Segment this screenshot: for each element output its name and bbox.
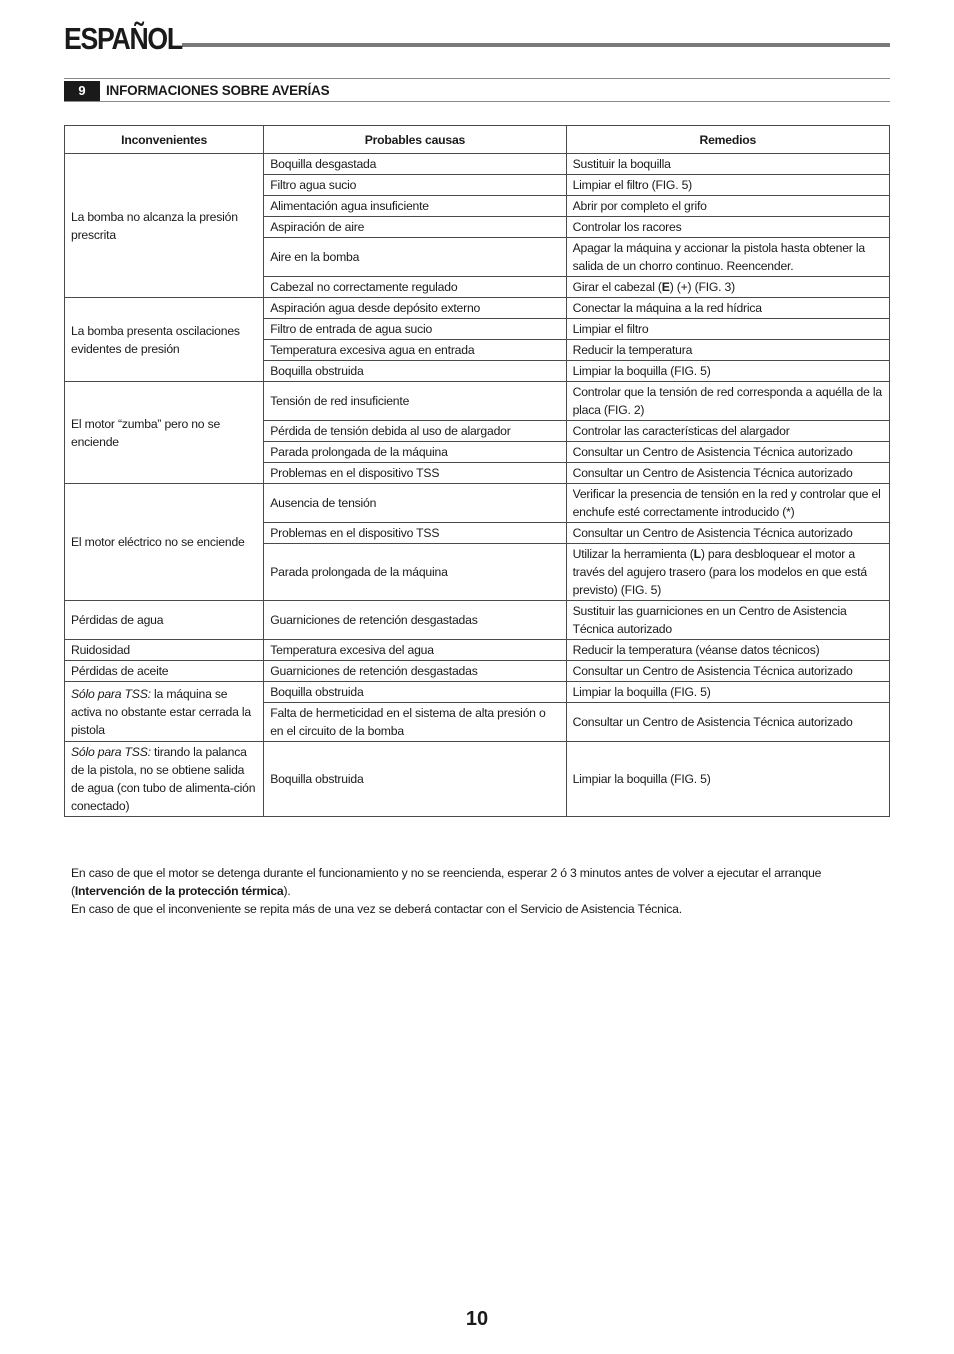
note-thermal-protection (71, 864, 871, 900)
problem-cell (65, 640, 264, 661)
remedy-cell: Sustituir las guarniciones en un Centro de Asistencia Técnica autorizado (566, 601, 889, 640)
language-title: ESPAÑOL (64, 21, 182, 56)
note-text: En caso de que el motor se detenga durante el funcionamiento y no se reencienda, esperar 2 ó 3 minutos antes de volver a ejecutar el arranque ( (71, 866, 822, 898)
cause-cell: Filtro de entrada de agua sucio (264, 319, 566, 340)
table-row (65, 640, 890, 661)
remedy-cell: Consultar un Centro de Asistencia Técnica autorizado (566, 661, 889, 682)
cause-cell: Alimentación agua insuficiente (264, 196, 566, 217)
remedy-cell: Abrir por completo el grifo (566, 196, 889, 217)
cause-cell: Guarniciones de retención desgastadas (264, 661, 566, 682)
problem-cell (65, 682, 264, 742)
remedy-cell: Limpiar el filtro (FIG. 5) (566, 175, 889, 196)
note-service: En caso de que el inconveniente se repita más de una vez se deberá contactar con el Servicio de Asistencia Técnica. (71, 902, 682, 916)
problem-text: Ruidosidad (71, 643, 130, 657)
problem-text: La bomba no alcanza la presión prescrita (71, 209, 238, 242)
section-heading (64, 78, 890, 102)
table-row (65, 298, 890, 319)
remedy-cell: Reducir la temperatura (véanse datos técnicos) (566, 640, 889, 661)
problem-text: Pérdidas de aceite (71, 664, 169, 678)
problem-text: El motor eléctrico no se enciende (71, 535, 245, 549)
cause-cell: Problemas en el dispositivo TSS (264, 463, 566, 484)
remedy-cell: Limpiar el filtro (566, 319, 889, 340)
remedy-cell: Sustituir la boquilla (566, 154, 889, 175)
problem-text: la máquina se activa no obstante estar cerrada la pistola (71, 686, 251, 737)
remedy-cell: Controlar las características del alargador (566, 421, 889, 442)
remedy-text: Girar el cabezal ( (572, 280, 662, 294)
language-header (64, 14, 890, 54)
cause-cell: Tensión de red insuficiente (264, 382, 566, 421)
remedy-cell: Consultar un Centro de Asistencia Técnica autorizado (566, 523, 889, 544)
remedy-reference: E (661, 280, 670, 294)
cause-cell: Falta de hermeticidad en el sistema de alta presión o en el circuito de la bomba (264, 703, 566, 742)
column-header-causes: Probables causas (264, 126, 566, 154)
notes (71, 864, 871, 918)
cause-cell: Boquilla obstruida (264, 742, 566, 817)
problem-cell (65, 601, 264, 640)
remedy-cell: Controlar los racores (566, 217, 889, 238)
remedy-cell: Reducir la temperatura (566, 340, 889, 361)
problem-text: Pérdidas de agua (71, 613, 164, 627)
note-emphasis: Intervención de la protección térmica (74, 884, 284, 898)
remedy-cell: Verificar la presencia de tensión en la red y controlar que el enchufe esté correctamente introducido (*) (566, 484, 889, 523)
remedy-cell (566, 277, 889, 298)
remedy-cell: Consultar un Centro de Asistencia Técnica autorizado (566, 463, 889, 484)
remedy-text: ) para desbloquear el motor a través del agujero trasero (para los modelos en que está previsto) (FIG. 5) (572, 547, 867, 597)
cause-cell: Guarniciones de retención desgastadas (264, 601, 566, 640)
remedy-cell: Consultar un Centro de Asistencia Técnica autorizado (566, 703, 889, 742)
problem-cell (65, 484, 264, 601)
section-number-badge: 9 (64, 81, 100, 101)
table-row (65, 601, 890, 640)
cause-cell: Boquilla desgastada (264, 154, 566, 175)
cause-cell: Aspiración agua desde depósito externo (264, 298, 566, 319)
cause-cell: Parada prolongada de la máquina (264, 442, 566, 463)
table-row (65, 154, 890, 175)
remedy-cell: Controlar que la tensión de red corresponda a aquélla de la placa (FIG. 2) (566, 382, 889, 421)
remedy-text: ) (+) (FIG. 3) (669, 280, 735, 294)
troubleshooting-table (64, 125, 890, 817)
remedy-cell: Limpiar la boquilla (FIG. 5) (566, 361, 889, 382)
problem-prefix: Sólo para TSS: (71, 745, 151, 759)
problem-cell (65, 382, 264, 484)
table-row (65, 682, 890, 703)
remedy-cell: Limpiar la boquilla (FIG. 5) (566, 742, 889, 817)
header-rule (182, 43, 890, 47)
problem-cell (65, 154, 264, 298)
cause-cell: Aspiración de aire (264, 217, 566, 238)
note-text: ). (283, 884, 291, 898)
cause-cell: Temperatura excesiva del agua (264, 640, 566, 661)
remedy-cell (566, 544, 889, 601)
column-header-remedies: Remedios (566, 126, 889, 154)
cause-cell: Boquilla obstruida (264, 682, 566, 703)
problem-text: El motor “zumba” pero no se enciende (71, 416, 221, 449)
cause-cell: Ausencia de tensión (264, 484, 566, 523)
remedy-cell: Consultar un Centro de Asistencia Técnica autorizado (566, 442, 889, 463)
table-row (65, 382, 890, 421)
cause-cell: Pérdida de tensión debida al uso de alargador (264, 421, 566, 442)
remedy-cell: Apagar la máquina y accionar la pistola hasta obtener la salida de un chorro continuo. Reencender. (566, 238, 889, 277)
cause-cell: Cabezal no correctamente regulado (264, 277, 566, 298)
remedy-reference: L (693, 547, 701, 561)
table-header-row (65, 126, 890, 154)
section-title: INFORMACIONES SOBRE AVERÍAS (106, 82, 330, 98)
table-row (65, 484, 890, 523)
problem-text: La bomba presenta oscilaciones evidentes de presión (71, 323, 240, 356)
cause-cell: Problemas en el dispositivo TSS (264, 523, 566, 544)
remedy-cell: Conectar la máquina a la red hídrica (566, 298, 889, 319)
problem-text: tirando la palanca de la pistola, no se obtiene salida de agua (con tubo de alimenta-ción conectado) (71, 745, 256, 813)
cause-cell: Parada prolongada de la máquina (264, 544, 566, 601)
table-row (65, 742, 890, 817)
problem-prefix: Sólo para TSS: (71, 686, 151, 701)
cause-cell: Filtro agua sucio (264, 175, 566, 196)
cause-cell: Boquilla obstruida (264, 361, 566, 382)
table-body (65, 154, 890, 817)
cause-cell: Temperatura excesiva agua en entrada (264, 340, 566, 361)
problem-cell (65, 742, 264, 817)
cause-cell: Aire en la bomba (264, 238, 566, 277)
column-header-problems: Inconvenientes (65, 126, 264, 154)
table-row (65, 661, 890, 682)
page-number: 10 (465, 1308, 489, 1330)
remedy-text: Utilizar la herramienta ( (572, 547, 694, 561)
problem-cell (65, 298, 264, 382)
problem-cell (65, 661, 264, 682)
remedy-cell: Limpiar la boquilla (FIG. 5) (566, 682, 889, 703)
